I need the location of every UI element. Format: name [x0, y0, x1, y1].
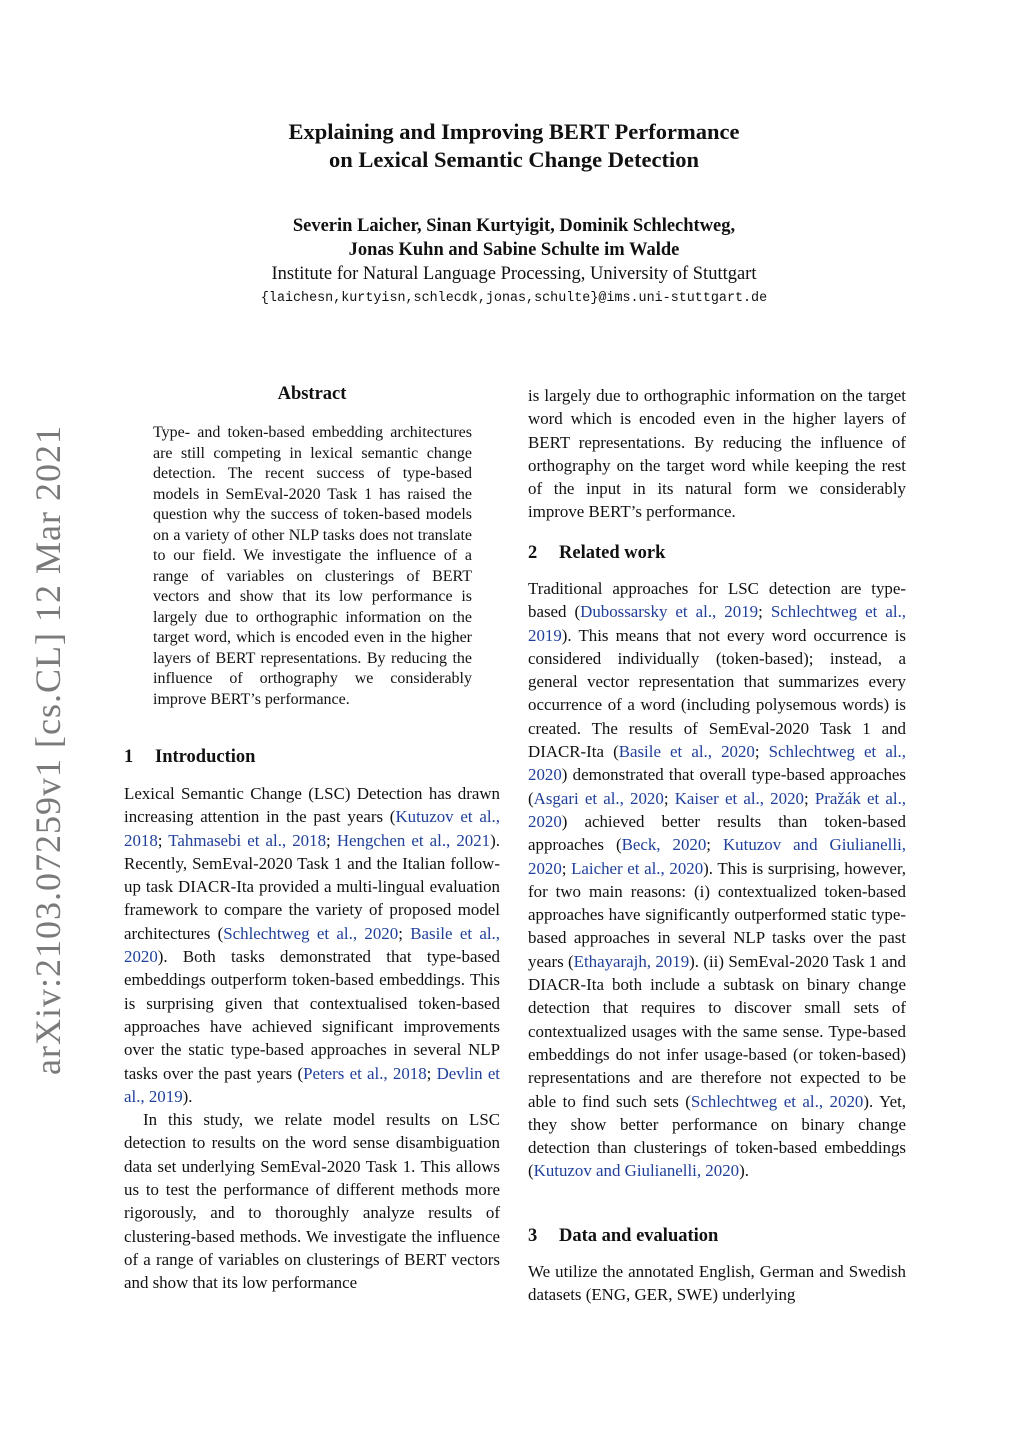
citation-link[interactable]: Tahmasebi et al., 2018 — [168, 830, 327, 850]
citation-link[interactable]: Ethayarajh, 2019 — [573, 951, 690, 971]
right-column-intro-continuation — [528, 384, 906, 524]
citation-link[interactable]: Kaiser et al., 2020 — [674, 788, 804, 808]
arxiv-identifier: arXiv:2103.07259v1 [cs.CL] 12 Mar 2021 — [28, 425, 69, 1075]
citation-link[interactable]: Schlechtweg et al., 2020 — [223, 923, 399, 943]
author-emails: {laichesn,kurtyisn,schlecdk,jonas,schulte}@ims.uni-stuttgart.de — [260, 291, 768, 306]
citation-link[interactable]: Dubossarsky et al., 2019 — [580, 602, 759, 622]
text-span: ) achieved better results than token-based approaches ( — [528, 811, 906, 855]
author-list — [120, 214, 908, 262]
citation-link[interactable]: Beck, 2020 — [621, 835, 707, 855]
author-line-2: Jonas Kuhn and Sabine Schulte im Walde — [348, 240, 680, 260]
citation-link[interactable]: Kutuzov et al., 2018 — [124, 807, 500, 850]
left-column-body — [124, 782, 500, 1295]
citation-link[interactable]: Devlin et al., 2019 — [124, 1063, 501, 1106]
citation-link[interactable]: Hengchen et al., 2021 — [336, 830, 491, 850]
section-title: Data and evaluation — [559, 1226, 719, 1246]
related-work-paragraph-1 — [528, 577, 906, 1183]
text-span: ; — [426, 1063, 437, 1083]
intro-paragraph-1 — [124, 782, 500, 1108]
section-number: 3 — [528, 1226, 538, 1246]
citation-link[interactable]: Peters et al., 2018 — [303, 1063, 427, 1083]
section-title: Related work — [559, 543, 666, 563]
citation-link[interactable]: Basile et al., 2020 — [618, 742, 755, 762]
section-title: Introduction — [155, 747, 256, 767]
intro-paragraph-2: In this study, we relate model results on LSC detection to results on the word sense disambiguation data set underlying SemEval-2020 Task 1. This allows us to test the performance of different methods more rigorously, and to thoroughly analyze results of clustering-based methods. We investigate the influence of a range of variables on clusterings of BERT vectors and show that its low performance — [124, 1110, 500, 1293]
citation-link[interactable]: Schlechtweg et al., 2020 — [690, 1091, 864, 1111]
text-span: Lexical Semantic Change (LSC) Detection has drawn increasing attention in the past years ( — [124, 784, 500, 827]
author-line-1: Severin Laicher, Sinan Kurtyigit, Dominik Schlechtweg, — [292, 216, 736, 236]
text-span: ; — [561, 858, 572, 878]
citation-link[interactable]: Schlechtweg et al., 2019 — [528, 602, 907, 645]
section-heading-introduction — [124, 745, 500, 769]
abstract-heading: Abstract — [277, 384, 347, 404]
citation-link[interactable]: Kutuzov and Giulianelli, 2020 — [528, 835, 906, 878]
citation-link[interactable]: Kutuzov and Giulianelli, 2020 — [533, 1161, 740, 1181]
intro-paragraph-continuation: is largely due to orthographic information on the target word which is encoded even in the higher layers of BERT representations. By reducing the influence of orthography on the target word while keeping the rest of the input in its natural form we considerably improve BERT’s performance. — [528, 386, 906, 522]
paper-title-line-1: Explaining and Improving BERT Performance — [288, 119, 740, 144]
text-span: ; — [803, 788, 815, 808]
affiliation: Institute for Natural Language Processing, University of Stuttgart — [271, 264, 757, 284]
text-span: ). — [739, 1161, 749, 1181]
data-evaluation-paragraph-1: We utilize the annotated English, German and Swedish datasets (ENG, GER, SWE) underlying — [528, 1262, 906, 1305]
citation-link[interactable]: Basile et al., 2020 — [124, 923, 500, 967]
text-span: ; — [758, 602, 771, 622]
text-span: ; — [663, 788, 675, 808]
text-span: ). This is surprising, however, for two main reasons: (i) contextualized token-based approaches have significantly outperformed static type-based approaches in several NLP tasks over the past years ( — [528, 858, 906, 971]
data-evaluation-body — [528, 1260, 906, 1307]
section-heading-related-work — [528, 541, 906, 565]
text-span: ; — [706, 835, 723, 855]
arxiv-identifier-sidebar — [20, 425, 76, 1075]
text-span: ). Both tasks demonstrated that type-based embeddings outperform token-based embeddings. This is surprising given that contextualised token-based approaches have achieved significant improvements over the static type-based approaches in several NLP tasks over the past years ( — [124, 947, 500, 1083]
text-span: ). This means that not every word occurrence is considered individually (token-based); instead, a general vector representation that summarizes every occurrence of a word (including polysemous words) is created. The results of SemEval-2020 Task 1 and DIACR-Ita ( — [528, 625, 906, 762]
text-span: ; — [398, 923, 411, 943]
paper-title-line-2: on Lexical Semantic Change Detection — [329, 147, 699, 172]
section-number: 2 — [528, 543, 538, 563]
text-span: ). Recently, SemEval-2020 Task 1 and the Italian follow-up task DIACR-Ita provided a multi-lingual evaluation framework to compare the variety of proposed model architectures ( — [124, 830, 500, 943]
text-span: ). (ii) SemEval-2020 Task 1 and DIACR-Ita both include a subtask on binary change detection that requires to discover small sets of contextualized usages with the same sense. Type-based embeddings do not infer usage-based (or token-based) representations and are therefore not expected to be able to find such sets ( — [528, 951, 907, 1111]
text-span: ; — [326, 830, 337, 850]
section-number: 1 — [124, 747, 134, 767]
text-span: ) demonstrated that overall type-based approaches ( — [528, 765, 906, 808]
related-work-body — [528, 577, 906, 1183]
section-heading-data-evaluation — [528, 1224, 906, 1248]
text-span: ; — [754, 742, 769, 762]
citation-link[interactable]: Schlechtweg et al., 2020 — [528, 742, 906, 785]
paper-title — [120, 118, 908, 174]
text-span: ). — [182, 1086, 193, 1106]
citation-link[interactable]: Laicher et al., 2020 — [571, 858, 704, 878]
citation-link[interactable]: Pražák et al., 2020 — [528, 788, 907, 831]
text-span: ). Yet, they show better performance on binary change detection than clusterings of token-based embeddings ( — [528, 1091, 906, 1181]
text-span: ; — [157, 830, 169, 850]
text-span: Traditional approaches for LSC detection are type-based ( — [528, 579, 906, 622]
abstract-text: Type- and token-based embedding architectures are still competing in lexical semantic change detection. The recent success of type-based models in SemEval-2020 Task 1 has raised the question why the success of token-based models on a variety of other NLP tasks does not translate to our field. We investigate the influence of a range of variables on clusterings of BERT vectors and show that its low performance is largely due to orthographic information on the target word, which is encoded even in the higher layers of BERT representations. By reducing the influence of orthography we considerably improve BERT’s performance. — [153, 424, 472, 708]
citation-link[interactable]: Asgari et al., 2020 — [533, 788, 664, 808]
